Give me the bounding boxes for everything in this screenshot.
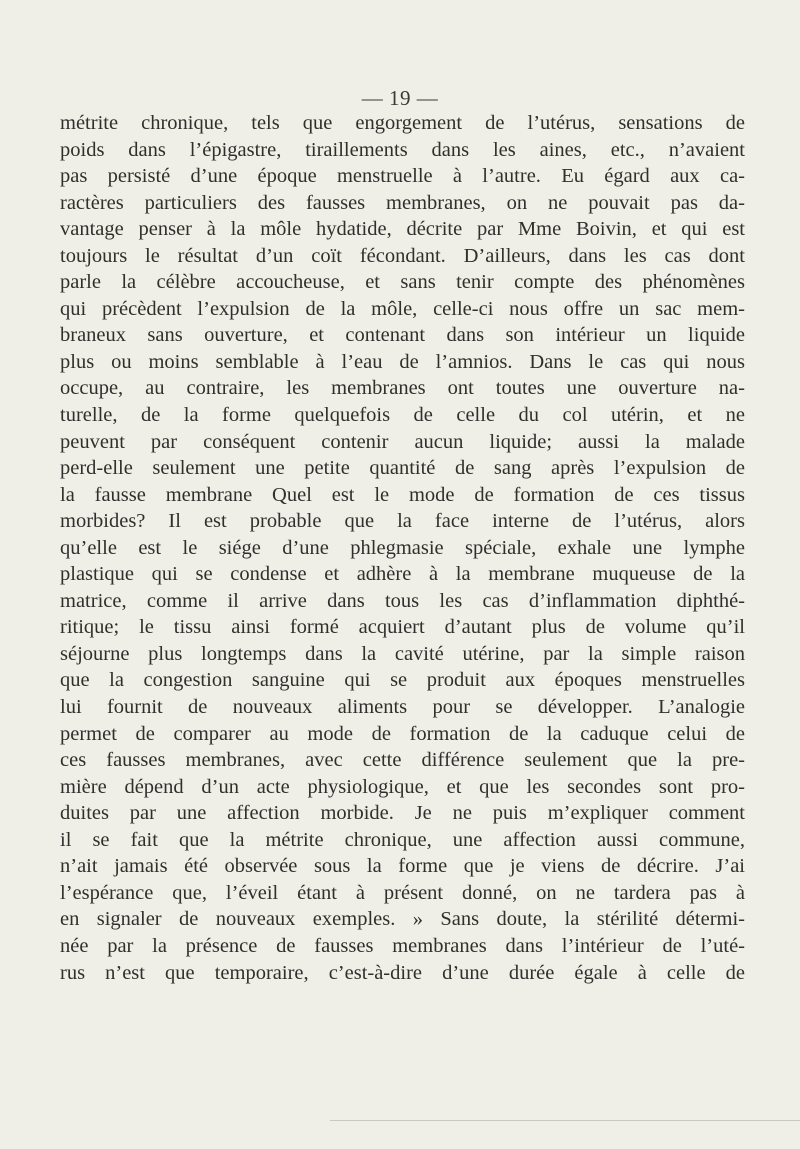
text-line: toujours le résultat d’un coït fécondant. D’ailleurs, dans les cas dont [60, 244, 745, 267]
text-line: lui fournit de nouveaux aliments pour se développer. L’analogie [60, 696, 745, 719]
page-edge-divider [330, 1120, 800, 1121]
text-line: plus ou moins semblable à l’eau de l’amnios. Dans le cas qui nous [60, 350, 745, 373]
text-line: rus n’est que temporaire, c’est-à-dire d’une durée égale à celle de [60, 961, 745, 984]
text-line: permet de comparer au mode de formation de la caduque celui de [60, 722, 745, 745]
text-line: la fausse membrane Quel est le mode de formation de ces tissus [60, 483, 745, 506]
text-line: peuvent par conséquent contenir aucun liquide; aussi la malade [60, 430, 745, 453]
text-line: séjourne plus longtemps dans la cavité utérine, par la simple raison [60, 642, 745, 665]
text-line: pas persisté d’une époque menstruelle à l’autre. Eu égard aux ca- [60, 165, 745, 188]
text-line: plastique qui se condense et adhère à la membrane muqueuse de la [60, 563, 745, 586]
text-line: en signaler de nouveaux exemples. » Sans doute, la stérilité détermi- [60, 908, 745, 931]
text-line: matrice, comme il arrive dans tous les cas d’inflammation diphthé- [60, 589, 745, 612]
text-line: perd-elle seulement une petite quantité de sang après l’expulsion de [60, 457, 745, 480]
text-line: il se fait que la métrite chronique, une affection aussi commune, [60, 828, 745, 851]
text-line: braneux sans ouverture, et contenant dans son intérieur un liquide [60, 324, 745, 347]
text-line: turelle, de la forme quelquefois de celle du col utérin, et ne [60, 404, 745, 427]
text-line: ces fausses membranes, avec cette différence seulement que la pre- [60, 749, 745, 772]
text-line: n’ait jamais été observée sous la forme que je viens de décrire. J’ai [60, 855, 745, 878]
text-line: que la congestion sanguine qui se produit aux époques menstruelles [60, 669, 745, 692]
text-line: qui précèdent l’expulsion de la môle, celle-ci nous offre un sac mem- [60, 297, 745, 320]
text-line: ractères particuliers des fausses membranes, on ne pouvait pas da- [60, 191, 745, 214]
text-line: l’espérance que, l’éveil étant à présent donné, on ne tardera pas à [60, 881, 745, 904]
page-number: — 19 — [361, 86, 439, 110]
text-line: ritique; le tissu ainsi formé acquiert d’autant plus de volume qu’il [60, 616, 745, 639]
text-line: morbides? Il est probable que la face interne de l’utérus, alors [60, 510, 745, 533]
text-line: duites par une affection morbide. Je ne puis m’expliquer comment [60, 802, 745, 825]
text-line: poids dans l’épigastre, tiraillements dans les aines, etc., n’avaient [60, 138, 745, 161]
text-line: qu’elle est le siége d’une phlegmasie spéciale, exhale une lymphe [60, 536, 745, 559]
text-line: métrite chronique, tels que engorgement de l’utérus, sensations de [60, 112, 745, 134]
text-line: occupe, au contraire, les membranes ont toutes une ouverture na- [60, 377, 745, 400]
text-line: mière dépend d’un acte physiologique, et que les secondes sont pro- [60, 775, 745, 798]
text-line: née par la présence de fausses membranes dans l’intérieur de l’uté- [60, 934, 745, 957]
text-line: vantage penser à la môle hydatide, décrite par Mme Boivin, et qui est [60, 218, 745, 241]
text-line: parle la célèbre accoucheuse, et sans tenir compte des phénomènes [60, 271, 745, 294]
body-text [60, 110, 745, 986]
